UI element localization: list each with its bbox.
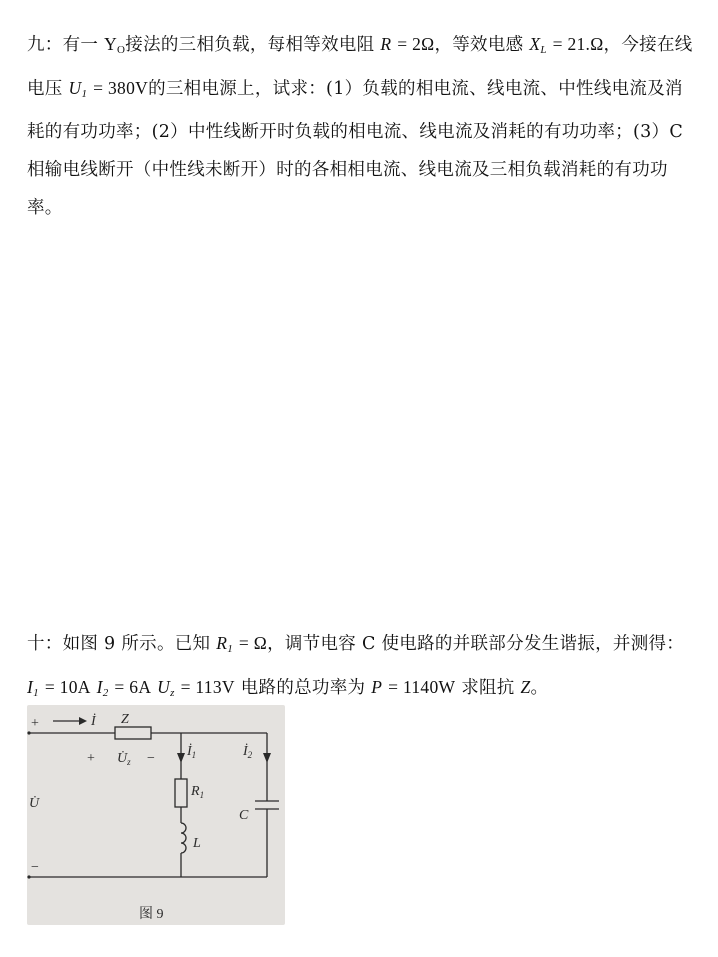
p-variable: P xyxy=(371,677,383,697)
u1-main: U xyxy=(68,78,82,98)
xl-variable xyxy=(529,34,546,54)
i1-label xyxy=(186,743,196,760)
r-variable: R xyxy=(380,34,392,54)
i1-variable xyxy=(27,677,39,697)
question-10 xyxy=(27,624,695,712)
uz-variable xyxy=(157,677,175,697)
c-label: C xyxy=(239,808,249,823)
i1-label-sub: 1 xyxy=(191,750,197,760)
uz-sub: z xyxy=(170,687,175,699)
xl-main: X xyxy=(529,34,541,54)
uz-label xyxy=(117,750,131,767)
current-i1-arrow xyxy=(177,753,185,763)
q9-text-3: ，今接在线电压 xyxy=(27,35,693,99)
i1-value: = 10A xyxy=(44,677,91,697)
plus-z-label: + xyxy=(87,751,95,766)
i2-main: I xyxy=(96,677,103,697)
current-i2-arrow xyxy=(263,753,271,763)
impedance-z-box xyxy=(115,727,151,739)
r1-sub: 1 xyxy=(227,643,234,655)
xl-sub: L xyxy=(540,44,547,56)
y0-main: Y xyxy=(104,34,118,54)
terminal-bottom xyxy=(27,875,30,878)
figure-caption: 图 9 xyxy=(139,907,164,922)
uz-label-sub: z xyxy=(127,757,131,767)
u1-value: = 380V xyxy=(93,78,149,98)
i2-variable xyxy=(97,677,109,697)
plus-left-label: + xyxy=(31,716,39,731)
u1-sub: 1 xyxy=(81,88,88,100)
xl-value: = 21.Ω xyxy=(552,34,604,54)
i2-sub: 2 xyxy=(102,687,109,699)
q10-text-4: 。 xyxy=(530,678,549,698)
circuit-diagram xyxy=(27,705,285,925)
u1-variable xyxy=(68,78,87,98)
current-i-arrow-head xyxy=(79,717,87,725)
z-variable: Z xyxy=(520,677,531,697)
q10-text-1: ，调节电容 C 使电路的并联部分发生谐振，并测得： xyxy=(267,634,685,654)
r1-label xyxy=(190,784,204,800)
i2-label-sub: 2 xyxy=(247,750,253,760)
q10-prefix: 十：如图 9 所示。已知 xyxy=(27,634,211,654)
r1-value: = Ω xyxy=(238,633,268,653)
i1-sub: 1 xyxy=(33,687,39,699)
uz-main: U xyxy=(157,677,171,697)
q9-prefix: 九：有一 xyxy=(27,35,99,55)
resistor-r1 xyxy=(175,779,187,807)
i-label: İ xyxy=(91,714,96,729)
r1-label-sub: 1 xyxy=(199,790,205,800)
r-value: = 2Ω xyxy=(397,34,435,54)
q9-text-4: 的三相电源上，试求：(1）负载的相电流、线电流、中性线电流及消耗的有功功率；(2）中性线断开时负载的相电流、线电流及消耗的有功功率；(3）C相输电线断开（中性线未断开）时的各相相电流、线电流及三相负载消耗的有功功率。 xyxy=(27,79,684,218)
inductor-l xyxy=(181,823,186,853)
q10-text-2: 电路的总功率为 xyxy=(240,678,366,698)
p-value: = 1140W xyxy=(388,677,456,697)
i2-label xyxy=(242,743,253,760)
y0-sub: O xyxy=(117,44,126,56)
q10-text-3: 求阻抗 xyxy=(461,678,515,698)
r1-variable xyxy=(216,633,233,653)
r1-main: R xyxy=(216,633,228,653)
l-label: L xyxy=(193,836,201,851)
minus-left-label: − xyxy=(31,860,39,875)
uz-label-main: U̇ xyxy=(117,751,128,766)
minus-z-label: − xyxy=(147,751,155,766)
z-label: Z xyxy=(121,712,129,727)
question-9 xyxy=(27,25,695,227)
q9-text-1: 接法的三相负载，每相等效电阻 xyxy=(125,35,375,55)
y0-symbol xyxy=(104,34,125,54)
q9-text-2: ，等效电感 xyxy=(434,35,524,55)
u-label: U̇ xyxy=(29,796,40,811)
i1-label-main: İ xyxy=(187,744,192,759)
i2-label-main: İ xyxy=(243,744,248,759)
i1-main: I xyxy=(27,677,34,697)
uz-value: = 113V xyxy=(180,677,235,697)
i2-value: = 6A xyxy=(114,677,152,697)
circuit-figure-9 xyxy=(27,705,285,925)
r1-label-main: R xyxy=(191,784,200,799)
terminal-top xyxy=(27,731,30,734)
